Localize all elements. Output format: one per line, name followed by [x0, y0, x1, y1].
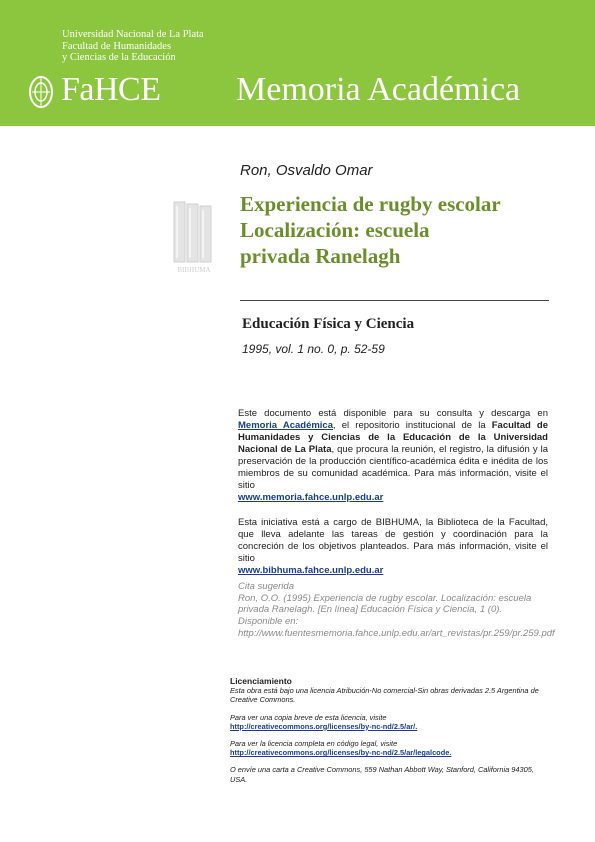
books-logo-icon [168, 200, 220, 280]
university-name: Universidad Nacional de La Plata Facultad de Humanidades y Ciencias de la Educación [62, 29, 204, 63]
university-seal-icon [28, 72, 54, 112]
author: Ron, Osvaldo Omar [240, 162, 373, 179]
logo-caption: BIBHUMA [177, 266, 211, 274]
license-full-link[interactable]: http://creativecommons.org/licenses/by-nc-nd/2.5/ar/legalcode. [230, 748, 452, 758]
availability-paragraph: Este documento está disponible para su consulta y descarga en Memoria Académica, el repositorio institucional de la Facultad de Humanidades y Ciencias de la Educación de la Universidad Nacional de La Plata, que procura la reunión, el registro, la difusión y la preservación de la producción científico-académica édita e inédita de los miembros de su comunidad académica. Para más información, visite el sitio www.memoria.fahce.unlp.edu.ar [238, 408, 549, 503]
bibhuma-url-link[interactable]: www.bibhuma.fahce.unlp.edu.ar [238, 565, 384, 576]
memoria-url-link[interactable]: www.memoria.fahce.unlp.edu.ar [238, 492, 384, 503]
article-title: Experiencia de rugby escolar Localización: escuela privada Ranelagh [240, 192, 501, 268]
suggested-citation: Cita sugerida Ron, O.O. (1995) Experiencia de rugby escolar. Localización: escuela privada Ranelagh. [En línea] Educación Física y Ciencia, 1 (0). Disponible en: http://www.fuentesmemoria.fahce.unlp.edu.ar/art_revistas/pr.259/pr.259.pdf [238, 581, 555, 639]
bibhuma-paragraph: Esta iniciativa está a cargo de BIBHUMA, la Biblioteca de la Facultad, que lleva adelante las tareas de gestión y coordinación para la concreción de los objetivos planteados. Para más información, visite el sitio www.bibhuma.fahce.unlp.edu.ar [238, 517, 548, 576]
license-section: Licenciamiento Esta obra está bajo una licencia Atribución-No comercial-Sin obras derivadas 2.5 Argentina de Creative Commons. Para ver una copia breve de esta licencia, visite http://creativecommons.org/licenses/by-nc-nd/2.5/ar/. Para ver la licencia completa en código legal, visite http://creativecommons.org/licenses/by-nc-nd/2.5/ar/legalcode. O envíe una carta a Creative Commons, 559 Nathan Abbott Way, Stanford, California 94305, USA. [230, 677, 550, 784]
license-heading: Licenciamiento [230, 676, 292, 686]
license-short-link[interactable]: http://creativecommons.org/licenses/by-nc-nd/2.5/ar/. [230, 721, 418, 731]
citation-info: 1995, vol. 1 no. 0, p. 52-59 [242, 342, 385, 356]
fahce-logo-text: FaHCE [61, 71, 161, 108]
repository-name: Memoria Académica [236, 71, 521, 108]
divider [240, 300, 549, 301]
memoria-link[interactable]: Memoria Académica [238, 420, 334, 431]
header-banner [0, 0, 595, 126]
journal-name: Educación Física y Ciencia [242, 316, 415, 332]
